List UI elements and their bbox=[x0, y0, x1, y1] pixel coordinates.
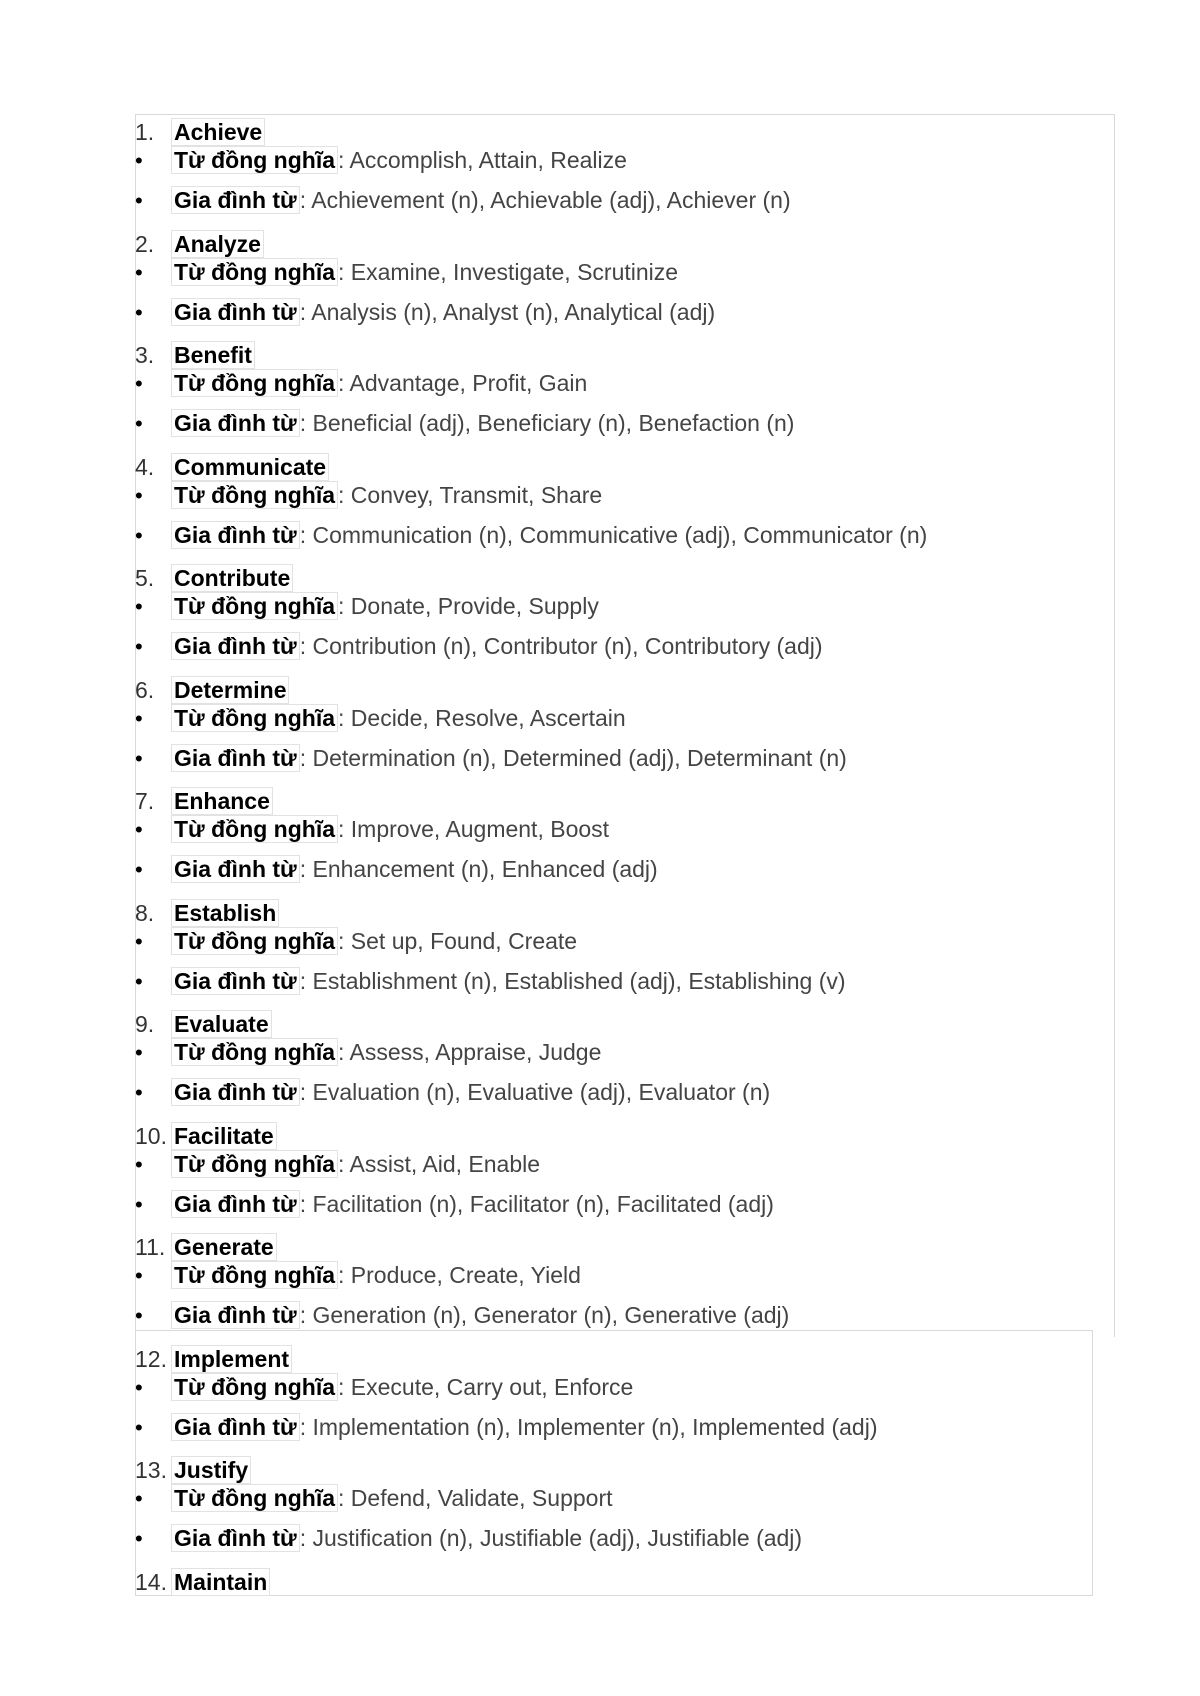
bullet-icon: • bbox=[135, 1303, 143, 1328]
entry-word: Benefit bbox=[171, 341, 255, 369]
entry-word: Generate bbox=[171, 1233, 277, 1261]
family-value: : Implementation (n), Implementer (n), Implemented (adj) bbox=[299, 1413, 878, 1440]
entry-number: 2. bbox=[135, 230, 155, 257]
entry-word: Justify bbox=[171, 1456, 251, 1484]
entry-number: 11. bbox=[135, 1234, 166, 1260]
entry-heading bbox=[135, 1456, 251, 1484]
entry-heading bbox=[135, 1568, 270, 1596]
synonyms-value: : Produce, Create, Yield bbox=[338, 1262, 581, 1288]
synonyms-label: Từ đồng nghĩa bbox=[171, 1484, 338, 1512]
synonyms-label: Từ đồng nghĩa bbox=[171, 927, 338, 955]
entry-heading bbox=[135, 341, 255, 369]
bullet-icon: • bbox=[135, 1486, 143, 1511]
bullet-icon: • bbox=[135, 1263, 143, 1288]
family-label: Gia đình từ bbox=[171, 298, 300, 326]
synonyms-value: : Assess, Appraise, Judge bbox=[338, 1039, 602, 1065]
synonyms-line bbox=[135, 1484, 613, 1512]
synonyms-label: Từ đồng nghĩa bbox=[171, 369, 338, 397]
synonyms-label: Từ đồng nghĩa bbox=[171, 815, 338, 843]
bullet-icon: • bbox=[135, 857, 143, 882]
family-value: : Enhancement (n), Enhanced (adj) bbox=[299, 856, 658, 882]
synonyms-line bbox=[135, 1373, 633, 1401]
family-value: : Beneficial (adj), Beneficiary (n), Benefaction (n) bbox=[299, 410, 795, 436]
family-value: : Evaluation (n), Evaluative (adj), Evaluator (n) bbox=[299, 1079, 771, 1105]
entry-word: Evaluate bbox=[171, 1010, 272, 1038]
word-family-line bbox=[135, 1078, 770, 1106]
synonyms-value: : Convey, Transmit, Share bbox=[338, 481, 603, 508]
synonyms-label: Từ đồng nghĩa bbox=[171, 1261, 338, 1289]
vocabulary-entry bbox=[135, 1341, 1115, 1453]
family-label: Gia đình từ bbox=[171, 1524, 300, 1552]
synonyms-value: : Examine, Investigate, Scrutinize bbox=[338, 258, 679, 285]
bullet-icon: • bbox=[135, 705, 143, 731]
synonyms-label: Từ đồng nghĩa bbox=[171, 481, 338, 509]
word-family-line bbox=[135, 521, 927, 549]
entry-heading bbox=[135, 564, 293, 592]
family-value: : Determination (n), Determined (adj), Determinant (n) bbox=[299, 744, 847, 771]
bullet-icon: • bbox=[135, 928, 143, 954]
entry-heading bbox=[135, 1010, 272, 1038]
entry-word: Contribute bbox=[171, 564, 293, 592]
bullet-icon: • bbox=[135, 1374, 143, 1400]
family-value: : Establishment (n), Established (adj), Establishing (v) bbox=[299, 967, 846, 994]
vocabulary-entry bbox=[135, 895, 1115, 1007]
vocabulary-entry bbox=[135, 1564, 1115, 1604]
entry-heading bbox=[135, 118, 265, 146]
synonyms-line bbox=[135, 1150, 540, 1178]
entry-word: Analyze bbox=[171, 230, 264, 258]
bullet-icon: • bbox=[135, 1151, 143, 1177]
entry-number: 4. bbox=[135, 453, 155, 480]
family-label: Gia đình từ bbox=[171, 1078, 300, 1106]
entry-heading bbox=[135, 899, 279, 927]
entry-heading bbox=[135, 676, 289, 704]
entry-number: 14. bbox=[135, 1568, 167, 1595]
bullet-icon: • bbox=[135, 1080, 143, 1105]
bullet-icon: • bbox=[135, 259, 143, 285]
word-family-line bbox=[135, 1301, 789, 1329]
word-family-line bbox=[135, 632, 823, 660]
synonyms-line bbox=[135, 704, 626, 732]
entry-word: Establish bbox=[171, 899, 279, 927]
entry-word: Enhance bbox=[171, 787, 273, 815]
entry-number: 10. bbox=[135, 1122, 167, 1149]
synonyms-value: : Accomplish, Attain, Realize bbox=[338, 147, 627, 173]
bullet-icon: • bbox=[135, 594, 143, 619]
word-family-line bbox=[135, 1190, 774, 1218]
family-label: Gia đình từ bbox=[171, 967, 300, 995]
word-family-line bbox=[135, 1524, 802, 1552]
entry-word: Maintain bbox=[171, 1568, 270, 1596]
entry-word: Determine bbox=[171, 676, 289, 704]
entry-number: 9. bbox=[135, 1011, 155, 1037]
family-value: : Achievement (n), Achievable (adj), Achiever (n) bbox=[299, 187, 791, 213]
entry-heading bbox=[135, 1345, 292, 1373]
vocabulary-entry bbox=[135, 560, 1115, 672]
synonyms-label: Từ đồng nghĩa bbox=[171, 1373, 338, 1401]
vocabulary-entry bbox=[135, 672, 1115, 784]
synonyms-value: : Advantage, Profit, Gain bbox=[338, 370, 588, 396]
vocabulary-entry bbox=[135, 783, 1115, 895]
synonyms-line bbox=[135, 927, 577, 955]
synonyms-value: : Improve, Augment, Boost bbox=[338, 816, 610, 842]
entry-heading bbox=[135, 787, 273, 815]
bullet-icon: • bbox=[135, 634, 143, 659]
entry-word: Communicate bbox=[171, 453, 329, 481]
vocabulary-entry bbox=[135, 449, 1115, 561]
bullet-icon: • bbox=[135, 817, 143, 842]
family-label: Gia đình từ bbox=[171, 1413, 300, 1441]
family-label: Gia đình từ bbox=[171, 1190, 300, 1218]
vocabulary-entry bbox=[135, 1006, 1115, 1118]
bullet-icon: • bbox=[135, 188, 143, 213]
entry-number: 6. bbox=[135, 676, 155, 703]
synonyms-value: : Decide, Resolve, Ascertain bbox=[338, 704, 626, 731]
synonyms-label: Từ đồng nghĩa bbox=[171, 1038, 338, 1066]
synonyms-line bbox=[135, 815, 609, 843]
family-value: : Communication (n), Communicative (adj), Communicator (n) bbox=[299, 521, 928, 548]
family-label: Gia đình từ bbox=[171, 744, 300, 772]
synonyms-value: : Set up, Found, Create bbox=[338, 927, 578, 954]
entry-number: 5. bbox=[135, 565, 155, 591]
synonyms-line bbox=[135, 481, 602, 509]
family-label: Gia đình từ bbox=[171, 521, 300, 549]
synonyms-line bbox=[135, 592, 599, 620]
word-family-line bbox=[135, 298, 715, 326]
family-label: Gia đình từ bbox=[171, 1301, 300, 1329]
family-label: Gia đình từ bbox=[171, 855, 300, 883]
bullet-icon: • bbox=[135, 1414, 143, 1440]
synonyms-value: : Execute, Carry out, Enforce bbox=[338, 1373, 634, 1400]
family-label: Gia đình từ bbox=[171, 409, 300, 437]
word-family-line bbox=[135, 967, 846, 995]
entry-number: 1. bbox=[135, 119, 155, 145]
vocabulary-entry bbox=[135, 226, 1115, 338]
entry-number: 13. bbox=[135, 1457, 167, 1483]
synonyms-line bbox=[135, 146, 627, 174]
synonyms-label: Từ đồng nghĩa bbox=[171, 146, 338, 174]
bullet-icon: • bbox=[135, 371, 143, 396]
family-value: : Contribution (n), Contributor (n), Contributory (adj) bbox=[299, 633, 823, 659]
entry-heading bbox=[135, 453, 329, 481]
word-family-line bbox=[135, 186, 791, 214]
bullet-icon: • bbox=[135, 968, 143, 994]
entry-heading bbox=[135, 1233, 277, 1261]
family-value: : Facilitation (n), Facilitator (n), Facilitated (adj) bbox=[299, 1190, 774, 1217]
vocabulary-entry bbox=[135, 337, 1115, 449]
word-family-line bbox=[135, 409, 794, 437]
synonyms-line bbox=[135, 369, 587, 397]
entry-word: Implement bbox=[171, 1345, 292, 1373]
family-value: : Justification (n), Justifiable (adj), Justifiable (adj) bbox=[299, 1525, 803, 1551]
word-family-line bbox=[135, 855, 658, 883]
bullet-icon: • bbox=[135, 1191, 143, 1217]
synonyms-line bbox=[135, 258, 678, 286]
bullet-icon: • bbox=[135, 1040, 143, 1065]
entry-number: 12. bbox=[135, 1345, 167, 1372]
vocabulary-list bbox=[135, 114, 1115, 1604]
bullet-icon: • bbox=[135, 482, 143, 508]
entry-number: 7. bbox=[135, 788, 155, 814]
bullet-icon: • bbox=[135, 411, 143, 436]
family-value: : Analysis (n), Analyst (n), Analytical (adj) bbox=[299, 298, 716, 325]
bullet-icon: • bbox=[135, 148, 143, 173]
synonyms-line bbox=[135, 1038, 601, 1066]
word-family-line bbox=[135, 1413, 878, 1441]
family-value: : Generation (n), Generator (n), Generative (adj) bbox=[299, 1302, 790, 1328]
family-label: Gia đình từ bbox=[171, 632, 300, 660]
entry-number: 3. bbox=[135, 342, 155, 368]
vocabulary-entry bbox=[135, 1118, 1115, 1230]
synonyms-label: Từ đồng nghĩa bbox=[171, 1150, 338, 1178]
synonyms-value: : Donate, Provide, Supply bbox=[338, 593, 599, 619]
bullet-icon: • bbox=[135, 299, 143, 325]
family-label: Gia đình từ bbox=[171, 186, 300, 214]
synonyms-label: Từ đồng nghĩa bbox=[171, 704, 338, 732]
entry-number: 8. bbox=[135, 899, 155, 926]
synonyms-line bbox=[135, 1261, 581, 1289]
synonyms-value: : Defend, Validate, Support bbox=[338, 1485, 613, 1511]
entry-heading bbox=[135, 230, 264, 258]
bullet-icon: • bbox=[135, 522, 143, 548]
synonyms-label: Từ đồng nghĩa bbox=[171, 258, 338, 286]
synonyms-label: Từ đồng nghĩa bbox=[171, 592, 338, 620]
bullet-icon: • bbox=[135, 745, 143, 771]
word-family-line bbox=[135, 744, 847, 772]
vocabulary-entry bbox=[135, 114, 1115, 226]
bullet-icon: • bbox=[135, 1526, 143, 1551]
entry-word: Facilitate bbox=[171, 1122, 277, 1150]
entry-word: Achieve bbox=[171, 118, 265, 146]
entry-heading bbox=[135, 1122, 277, 1150]
vocabulary-entry bbox=[135, 1229, 1115, 1341]
vocabulary-entry bbox=[135, 1452, 1115, 1564]
synonyms-value: : Assist, Aid, Enable bbox=[338, 1150, 541, 1177]
